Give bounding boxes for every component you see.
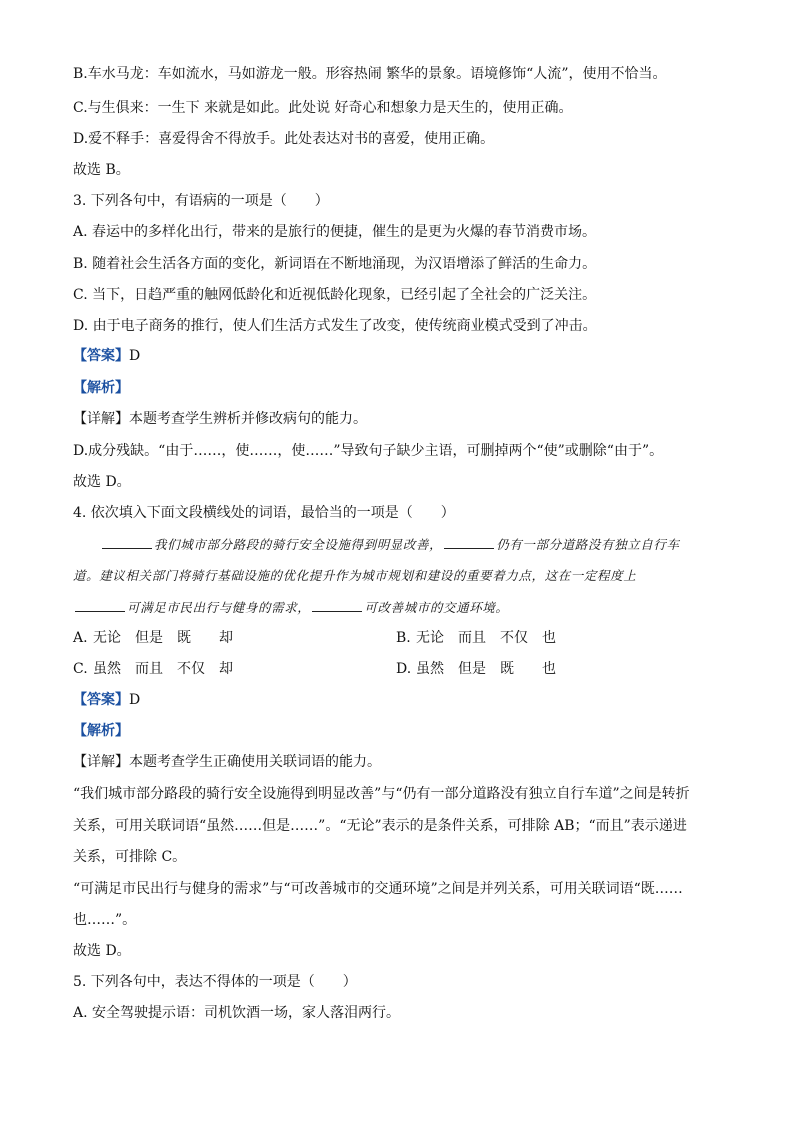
choice-conclusion: 故选 B。 bbox=[73, 162, 130, 178]
detail-text: 本题考查学生辨析并修改病句的能力。 bbox=[129, 411, 367, 427]
answer-tag: 【答案】 bbox=[73, 692, 129, 708]
option-label: A. bbox=[73, 630, 88, 646]
question-4-conclusion: 故选 D。 bbox=[73, 943, 131, 959]
question-3-detail bbox=[73, 409, 734, 429]
question-3-answer bbox=[73, 346, 734, 366]
question-4-stem: 4. 依次填入下面文段横线处的词语，最恰当的一项是（ ） bbox=[73, 505, 455, 521]
question-4-detail bbox=[73, 752, 734, 772]
blank-1 bbox=[102, 534, 152, 549]
option-word: 但是 bbox=[135, 630, 163, 646]
question-3-option-a: A. 春运中的多样化出行，带来的是旅行的便捷，催生的是更为火爆的春节消费市场。 bbox=[73, 224, 597, 240]
detail-tag: 【详解】 bbox=[73, 411, 129, 427]
question-3-option-c: C. 当下，日趋严重的触网低龄化和近视低龄化现象，已经引起了全社会的广泛关注。 bbox=[73, 287, 597, 303]
option-word: 却 bbox=[219, 661, 233, 677]
option-word: 虽然 bbox=[416, 661, 444, 677]
explanation-line-3: 关系，可排除 C。 bbox=[73, 849, 187, 865]
answer-value: D bbox=[129, 692, 141, 708]
option-label: D. bbox=[396, 661, 412, 677]
question-3-explanation: D.成分残缺。“由于……，使……，使……”导致句子缺少主语，可删掉两个“使”或删除“由于”。 bbox=[73, 443, 664, 459]
option-d-explanation: D.爱不释手：喜爱得舍不得放手。此处表达对书的喜爱，使用正确。 bbox=[73, 131, 495, 147]
question-5-option-a: A. 安全驾驶提示语：司机饮酒一场，家人落泪两行。 bbox=[73, 1005, 401, 1021]
passage-text-3: 可满足市民出行与健身的需求， bbox=[127, 600, 311, 615]
option-word: 虽然 bbox=[93, 661, 121, 677]
passage-text-2: 仍有一部分道路没有独立自行车 bbox=[496, 537, 680, 552]
option-c-explanation: C.与生俱来：一生下 来就是如此。此处说 好奇心和想象力是天生的，使用正确。 bbox=[73, 100, 573, 116]
option-word: 但是 bbox=[458, 661, 486, 677]
question-4-analysis-tag bbox=[73, 721, 734, 741]
explanation-line-1: “我们城市部分路段的骑行安全设施得到明显改善”与“仍有一部分道路没有独立自行车道”之间是转折 bbox=[73, 786, 690, 802]
passage-text-4: 可改善城市的交通环境。 bbox=[364, 600, 509, 615]
blank-2 bbox=[444, 534, 494, 549]
blank-3 bbox=[75, 597, 125, 612]
option-word: 既 bbox=[177, 630, 191, 646]
analysis-tag: 【解析】 bbox=[73, 380, 129, 396]
option-word: 而且 bbox=[135, 661, 163, 677]
option-word: 无论 bbox=[93, 630, 121, 646]
option-word: 无论 bbox=[416, 630, 444, 646]
analysis-tag: 【解析】 bbox=[73, 723, 129, 739]
answer-value: D bbox=[129, 348, 141, 364]
question-4-option-a bbox=[73, 628, 261, 648]
option-word: 也 bbox=[542, 661, 556, 677]
question-4-answer bbox=[73, 690, 734, 710]
passage-line-2: 道。建议相关部门将骑行基础设施的优化提升作为城市规划和建设的重要着力点，这在一定程度上 bbox=[73, 568, 637, 583]
option-label: C. bbox=[73, 661, 88, 677]
detail-tag: 【详解】 bbox=[73, 754, 129, 770]
option-word: 而且 bbox=[458, 630, 486, 646]
option-word: 既 bbox=[500, 661, 514, 677]
question-3-option-d: D. 由于电子商务的推行，使人们生活方式发生了改变，使传统商业模式受到了冲击。 bbox=[73, 318, 597, 334]
question-4-option-b bbox=[396, 628, 584, 648]
option-b-explanation: B.车水马龙：车如流水，马如游龙一般。形容热闹 繁华的景象。语境修饰“人流”，使用不恰当。 bbox=[73, 66, 667, 82]
option-word: 不仅 bbox=[177, 661, 205, 677]
option-word: 不仅 bbox=[500, 630, 528, 646]
detail-text: 本题考查学生正确使用关联词语的能力。 bbox=[129, 754, 381, 770]
option-word: 却 bbox=[219, 630, 233, 646]
question-3-stem: 3. 下列各句中，有语病的一项是（ ） bbox=[73, 193, 329, 209]
passage-line-3 bbox=[73, 597, 734, 618]
option-word: 也 bbox=[542, 630, 556, 646]
passage-line-1 bbox=[100, 534, 734, 555]
answer-tag: 【答案】 bbox=[73, 348, 129, 364]
question-4-option-d bbox=[396, 659, 584, 679]
option-label: B. bbox=[396, 630, 411, 646]
question-5-stem: 5. 下列各句中，表达不得体的一项是（ ） bbox=[73, 974, 357, 990]
question-3-analysis-tag bbox=[73, 378, 734, 398]
question-3-conclusion: 故选 D。 bbox=[73, 474, 131, 490]
blank-4 bbox=[312, 597, 362, 612]
question-3-option-b: B. 随着社会生活各方面的变化，新词语在不断地涌现，为汉语增添了鲜活的生命力。 bbox=[73, 256, 597, 272]
explanation-line-5: 也……”。 bbox=[73, 912, 137, 928]
explanation-line-4: “可满足市民出行与健身的需求”与“可改善城市的交通环境”之间是并列关系，可用关联词语“既…… bbox=[73, 881, 683, 897]
question-4-option-c bbox=[73, 659, 261, 679]
explanation-line-2: 关系，可用关联词语“虽然……但是……”。“无论”表示的是条件关系，可排除 AB；“而且”表示递进 bbox=[73, 818, 687, 834]
passage-text-1: 我们城市部分路段的骑行安全设施得到明显改善， bbox=[154, 537, 443, 552]
